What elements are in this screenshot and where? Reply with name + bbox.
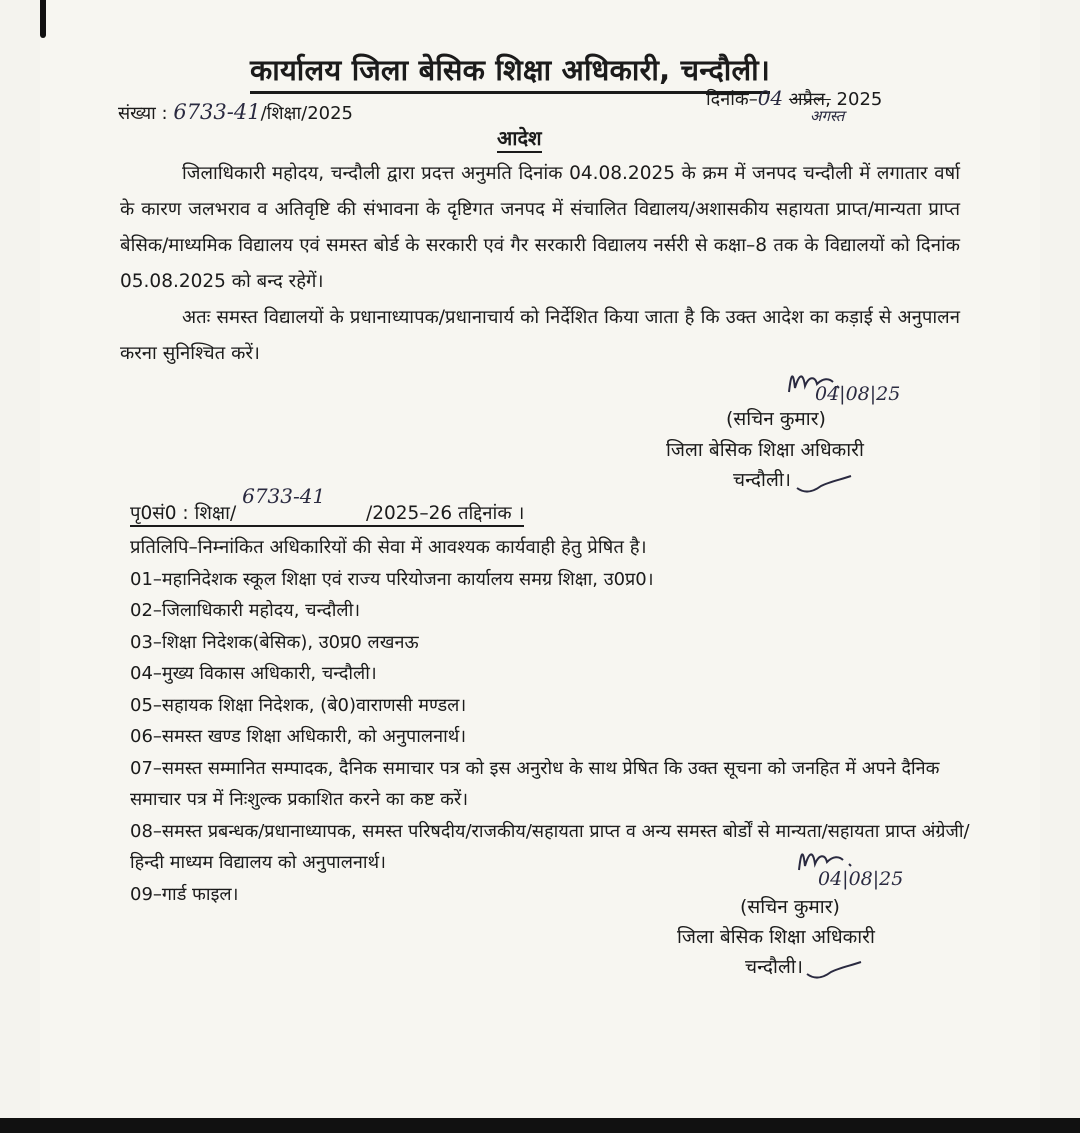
handwritten-ref: 6733-41 [173, 100, 261, 124]
signatory-place-2: चन्दौली। [745, 956, 803, 978]
copy-reference: पृ0सं0 : शिक्षा/ 6733-41 /2025–26 तद्दिनांक । [130, 500, 524, 527]
handwritten-month: अगस्त [810, 107, 845, 125]
office-title: कार्यालय जिला बेसिक शिक्षा अधिकारी, चन्दौली। [250, 50, 770, 94]
list-item: 09–गार्ड फाइल। [130, 883, 239, 905]
order-date: दिनांक–04 अप्रैल, 2025 अगस्त [706, 86, 883, 125]
struck-month: अप्रैल, [788, 89, 831, 110]
signature-date-2: 04|08|25 [818, 868, 904, 890]
handwritten-copy-ref: 6733-41 [242, 484, 326, 508]
list-item: 01–महानिदेशक स्कूल शिक्षा एवं राज्य परियोजना कार्यालय समग्र शिक्षा, उ0प्र0। [130, 568, 654, 590]
place-flourish-2 [805, 958, 865, 984]
signatory-designation-1: जिला बेसिक शिक्षा अधिकारी [666, 439, 864, 461]
list-item: 05–सहायक शिक्षा निदेशक, (बे0)वाराणसी मण्डल। [130, 694, 467, 716]
list-item: 03–शिक्षा निदेशक(बेसिक), उ0प्र0 लखनऊ [130, 631, 419, 653]
signatory-place-1: चन्दौली। [733, 469, 791, 491]
reference-number: संख्या : 6733-41/शिक्षा/2025 [118, 100, 354, 124]
signatory-name-1: (सचिन कुमार) [726, 408, 826, 430]
signature-date-1: 04|08|25 [815, 383, 901, 405]
place-flourish-1 [795, 472, 855, 498]
handwritten-day: 04 [757, 86, 784, 110]
bottom-bar [0, 1118, 1080, 1133]
order-paragraph-1: जिलाधिकारी महोदय, चन्दौली द्वारा प्रदत्त अनुमति दिनांक 04.08.2025 के क्रम में जनपद चन्दौली में लगातार वर्षा के कारण जलभराव व अतिवृष्टि की संभावना के दृष्टिगत जनपद में संचालित विद्यालय/अशासकीय सहायता प्राप्त/मान्यता प्राप्त बेसिक/माध्यमिक विद्यालय एवं समस्त बोर्ड के सरकारी एवं गैर सरकारी विद्यालय नर्सरी से कक्षा–8 तक के विद्यालयों को दिनांक 05.08.2025 को बन्द रहेगें। [120, 163, 960, 292]
list-item: 06–समस्त खण्ड शिक्षा अधिकारी, को अनुपालनार्थ। [130, 726, 467, 747]
copy-intro: प्रतिलिपि–निम्नांकित अधिकारियों की सेवा में आवश्यक कार्यवाही हेतु प्रेषित है। [130, 537, 647, 558]
signatory-name-2: (सचिन कुमार) [740, 896, 840, 918]
list-item: 04–मुख्य विकास अधिकारी, चन्दौली। [130, 663, 377, 684]
list-item: 07–समस्त सम्मानित सम्पादक, दैनिक समाचार पत्र को इस अनुरोध के साथ प्रेषित कि उक्त सूचना को जनहित में अपने दैनिक समाचार पत्र में निःशुल्क प्रकाशित करने का कष्ट करें। [130, 757, 940, 810]
order-paragraph-2: अतः समस्त विद्यालयों के प्रधानाध्यापक/प्रधानाचार्य को निर्देशित किया जाता है कि उक्त आदेश का कड़ाई से अनुपालन करना सुनिश्चित करें। [120, 307, 960, 364]
signatory-designation-2: जिला बेसिक शिक्षा अधिकारी [677, 926, 875, 948]
list-item: 08–समस्त प्रबन्धक/प्रधानाध्यापक, समस्त परिषदीय/राजकीय/सहायता प्राप्त व अन्य समस्त बोर्डों से मान्यता/सहायता प्राप्त अंग्रेजी/हिन्दी माध्यम विद्यालय को अनुपालनार्थ। [130, 820, 970, 873]
scan-edge-mark [40, 0, 46, 38]
list-item: 02–जिलाधिकारी महोदय, चन्दौली। [130, 600, 361, 621]
order-heading: आदेश [497, 124, 542, 153]
